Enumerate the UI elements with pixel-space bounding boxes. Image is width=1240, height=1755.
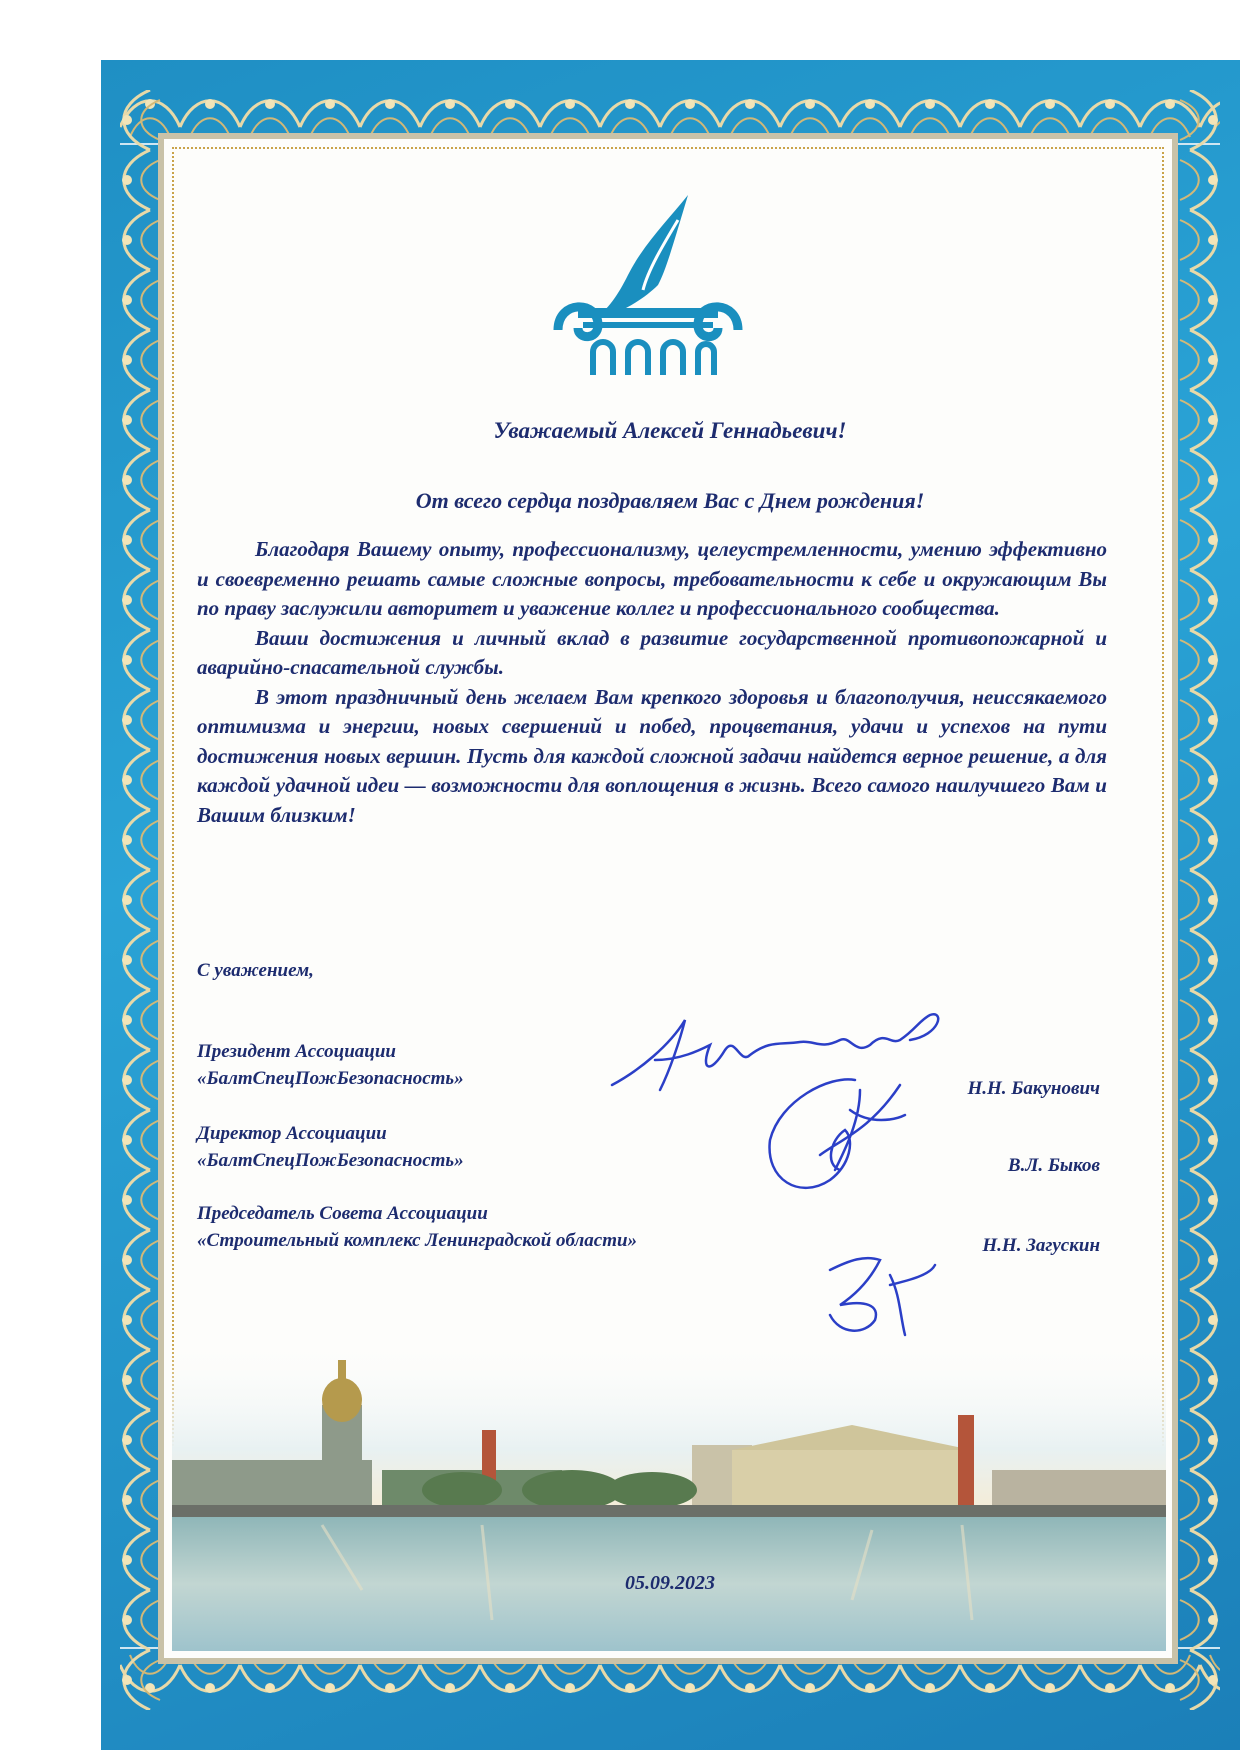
- body-paragraph: Благодаря Вашему опыту, профессионализму, целеустремленности, умению эффективно и своевременно решать самые сложные вопросы, требовательности к себе и окружающим Вы по праву заслужили авторитет и уважение коллег и профессионального сообщества.: [197, 537, 1107, 620]
- signatory-name: Н.Н. Бакунович: [967, 1078, 1100, 1099]
- letter-body: [197, 535, 1107, 830]
- signatory-organization: «БалтСпецПожБезопасность»: [197, 1150, 464, 1171]
- signatory-name: В.Л. Быков: [1007, 1155, 1100, 1176]
- body-paragraph: Ваши достижения и личный вклад в развитие государственной противопожарной и аварийно-спасательной службы.: [197, 625, 1107, 679]
- signatory-title: [197, 1038, 464, 1092]
- letter-closing: С уважением,: [197, 960, 314, 981]
- body-paragraph: В этот праздничный день желаем Вам крепкого здоровья и благополучия, неиссякаемого оптимизма и энергии, новых свершений и побед, процветания, удачи и успехов на пути достижения новых вершин. Пусть для каждой сложной задачи найдется верное решение, а для каждой удачной идеи — возможности для воплощения в жизнь. Всего самого наилучшего Вам и Вашим близким!: [197, 684, 1107, 827]
- letter-subtitle: От всего сердца поздравляем Вас с Днем рождения!: [415, 488, 925, 513]
- right-ornament: [1175, 90, 1235, 1710]
- signatory-role: Председатель Совета Ассоциации: [197, 1203, 488, 1224]
- signatory-role: Президент Ассоциации: [197, 1041, 396, 1062]
- saint-petersburg-embankment-icon: [172, 1340, 1166, 1651]
- letter-greeting: Уважаемый Алексей Геннадьевич!: [493, 418, 847, 443]
- signatory-name: Н.Н. Загускин: [982, 1235, 1100, 1256]
- signatory-title: [197, 1120, 464, 1174]
- signature-bykov-icon: [760, 1070, 930, 1210]
- left-ornament: [105, 90, 165, 1710]
- signature-zaguskin-icon: [820, 1245, 940, 1340]
- signatory-title: [197, 1200, 637, 1254]
- signatory-role: Директор Ассоциации: [197, 1123, 387, 1144]
- letter-date: 05.09.2023: [625, 1572, 715, 1594]
- signatory-organization: «Строительный комплекс Ленинградской области»: [197, 1230, 638, 1251]
- column-wing-logo-icon: [548, 190, 748, 380]
- signatory-organization: «БалтСпецПожБезопасность»: [197, 1068, 464, 1089]
